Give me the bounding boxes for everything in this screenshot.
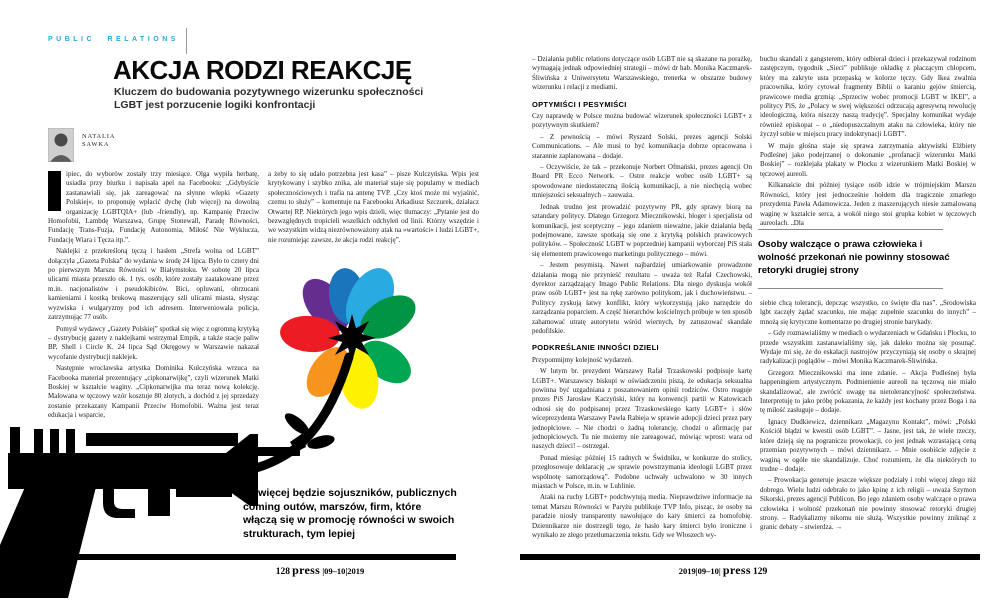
body-paragraph: Następnie wrocławska artystka Dominika Kulczyńska wrzuca na Facebooka materiał prezentujący „cipkonarwijkę”, czyli wizerunek Matki Boskiej w kształcie waginy. „Cipkonarwijka ma teraz nową kolekcję. Malowana w tęczowy wzór kosztuje 80 złotych, a dochód z jej sprzedaży zostanie przekazany Kampanii Przeciw Homofobii. Ważna jest teraz edukacja i wsparcie, [48,364,259,420]
body-paragraph: W lutym br. prezydent Warszawy Rafał Trzaskowski podpisuje kartę LGBT+. Warszawscy biskupi w oświadczeniu piszą, że edukacja seksualna powinna być uzgadniana z poszanowaniem opinii rodziców. Ostro reaguje prezes PiS Jarosław Kaczyński, który na konwencji partii w Katowicach odnosi się do podpisanej przez Trzaskowskiego karty LGBT+ i słów wiceprezydenta Warszawy Pawła Rabieja w sprawie adopcji dzieci przez pary jednopłciowe. – Nie chodzi o żadną tolerancję, chodzi o afirmację par jednopłciowych. Tu nie możemy nie zareagować, mówiąc wprost: wara od naszych dzieci! – ostrzegał. [532,367,752,451]
body-paragraph: buchu skandali z gangsterem, który odbierał dzieci i przekazywał rodzinom zastępczym, tygodnik „Sieci” publikuje okładkę z płaczącym chłopcem, który ma zakryte usta przepaską w kolorze tęczy. Gdy Ikea zwalnia pracownika, który cytował fragmenty Biblii o karaniu gejów śmiercią, prawicowe media grzmią: „Sprzeciw wobec promocji LGBT w IKEI”, a politycy PiS, że „Polacy w swej większości odrzucają agresywną rewolucję ideologiczną, która niszczy naszą tradycję”. Specjalny komunikat wydaje również episkopat – o „niedopuszczalnym ataku na człowieka, który nie życzył sobie w miejscu pracy indoktrynacji LGBT”. [760,55,976,139]
body-paragraph: siebie chcą tolerancji, depcząc wszystko, co święte dla nas”. „Środowiska lgbt zaczęły żądać szacunku, nie mając zupełnie szacunku do innych” – mnożą się krytyczne komentarze po drugiej stronie barykady. [760,299,976,326]
section-kicker: PUBLIC RELATIONS [48,36,179,43]
footer-bar-right [520,554,980,560]
page-number: 129 [752,567,768,577]
body-paragraph: – Z pewnością – mówi Ryszard Solski, prezes agencji Solski Communications. – Ale musi to być komunikacja dobrze opracowana i starannie zaplanowana – dodaje. [532,132,752,160]
issue-label: 2019|09–10| [678,566,721,576]
right-column-2-bottom [760,299,976,553]
gun-rear-sight [10,427,20,455]
magazine-logo: press [722,563,751,577]
body-paragraph: Ataki na ruchy LGBT+ podchwytują media. Nieprawdziwe informacje na temat Marszu Równości w Paryżu publikuje TVP Info, pisząc, że osoby na paradzie niosły transparenty nawołujące do kary śmierci za homofobię. Dziennikarze nie dostrzegli tego, że hasło kary śmierci było ironiczne i wynikało ze złego przetłumaczenia tekstu. Gdy we Włoszech wy- [532,493,752,540]
gun-receiver [8,453,234,489]
body-paragraph: Przypomnijmy kolejność wydarzeń. [532,355,633,364]
kicker-divider [186,28,187,54]
stem-leaf [282,410,313,438]
author-name [82,133,115,149]
quote-rule-bottom [758,288,943,289]
rainbow-flower [256,260,423,468]
quote-rule-top [758,229,943,230]
body-paragraph: Grzegorz Miecznikowski ma inne zdanie. – Akcja Podleśnej była happeningiem artystycznym. Podmienienie aureoli na tęczową nie miało skandalizować, ale zwrócić uwagę na nietolerancyjność społeczeństwa. Interpretuję to jako próbę pokazania, że każdy jest kochany przez Boga i na tę miłość zasługuje – dodaje. [760,368,976,415]
author-photo [48,128,74,162]
body-paragraph: Naklejki z przekreśloną tęczą i hasłem „Strefa wolna od LGBT” dołączyła „Gazeta Polska” do wydania w środę 24 lipca. Było to cztery dni po pierwszym Marszu Równości w Białymstoku. W sobotę 20 lipca ulicami miasta przeszło ok. 1 tys. osób, które zostały zaatakowane przez m.in. nacjonalistów i pseudokibiców. Bici, opluwani, obrzucani kamieniami i kostką brukową maszerujący szli ulicami miasta, słysząc wyzwiska i wulgaryzmy pod ich adresem. Interweniowała policja, zatrzymując 77 osób. [48,247,259,322]
gun-fin [50,429,59,455]
body-paragraph: ipiec, do wyborów zostały trzy miesiące. Olga wypiła herbatę, usiadła przy biurku i napisała apel na Facebooku: „Gdybyście zastanawiali się, jak zareagować na słynne wlepki »Gazety Polskiej«, to proponuję wpłacić dychę (lub więcej) na dowolną organizację LGBTQIA+ (lub -friendly), np. Kampanię Przeciw Homofobii, Lambdę Warszawa, Grupę Stonewall, Paradę Równości, Fundację Trans-Fuzja, Fundację Autonomia, Miłość Nie Wyklucza, Fundację Wiara i Tęcza itp.”. [48,170,259,244]
body-paragraph: – Prowokacja generuje jeszcze większe podziały i robi więcej złego niż dobrego. Wielu ludzi odebrało to jako kpinę z ich religii – uważa Szymon Sikorski, prezes agencji Publicon. Bo jego zdaniem osoby walczące o prawa człowieka i wolność przekonań nie powinny stosować retoryki drugiej strony. – Radykalizmy nikomu nie służą. Wszystkie powinny zniknąć z granic debaty – stwierdza. → [760,476,976,532]
gun-barrel-rod [258,447,300,456]
footer-bar-left [76,554,456,560]
column-heading: PODKREŚLANIE INNOŚCI DZIELI [532,343,659,353]
body-paragraph: Czy naprawdę w Polsce można budować wizerunek społeczności LGBT+ z pozytywnym skutkiem? [532,112,752,130]
body-paragraph: Kilkanaście dni później tysiące osób idzie w trójmiejskim Marszu Równości, który jest jednocześnie hołdem dla tragicznie zmarłego prezydenta Pawła Adamowicza. Jeden z maszerujących niesie zamalowaną waginę w kształcie serca, a wokół niego stoi grupka kobiet w tęczowych aureolach. „Dla [760,181,976,225]
body-paragraph: – Jestem pesymistą. Nawet najbardziej umiarkowanie prowadzone działania mogą nie przynieść rezultatu – uważa też Rafał Czechowski, dyrektor zarządzający Imago Public Relations. Dla niego dyskusja wokół praw osób LGBT+ jest na rękę zarówno politykom, jak i duchowieństwu. – Politycy zyskują łatwy konflikt, który wykorzystują jako narzędzie do zarządzania poparciem. A część hierarchów kościelnych próbuje w ten sposób zahamować utratę autorytetu wśród wiernych, by zatuszować skandale pedofilskie. [532,261,752,335]
gun-grip [0,487,96,598]
gun-top-rail [86,433,238,446]
body-paragraph: a żeby to się udało potrzebna jest kasa” – pisze Kulczyńska. Wpis jest krytykowany i szybko znika, ale materiał staje się popularny w mediach społecznościowych i trafia na antenę TVP. „Czy ktoś może mi wyjaśnić, czemu to służy” – komentuje na Facebooku Arkadiusz Szczurek, działacz Otwartej RP. Niektórych jego wpis dzieli, więc tłumaczy: „Pytanie jest do bezwzględnych tropicieli wszelkich odchyleń od linii. Którzy wszędzie i we wszystkim widzą niezrównoważony atak na »wartości« i ludzi LGBT+, nie rozumiejąc zawsze, że akcja rodzi reakcję”. [268,170,479,244]
body-paragraph: Jednak trudno jest prowadzić pozytywny PR, gdy sprawy biorą na sztandary politycy. Dlatego Grzegorz Miecznikowski, bloger i specjalista od komunikacji, jest sceptyczny – jego zdaniem nieważne, jakie działania będą podejmowane, zawsze spotkają się one z krytyką polskich prawicowych polityków. – Społeczność LGBT w poprzedniej kampanii wyborczej PiS stała się elementem prawicowego marketingu politycznego – mówi. [532,202,752,258]
body-paragraph: – Gdy rozmawialiśmy w mediach o wydarzeniach w Gdańsku i Płocku, to przede wszystkim zastanawialiśmy się, jak daleko można się posunąć. Wydaje mi się, że do eskalacji nastrojów przyczyniają się osoby o skrajnej radykalizacji poglądów – mówi Monika Kaczmarek-Śliwińska. [760,329,976,366]
gun-underbarrel [176,489,232,497]
footer-right [560,563,886,578]
author-first-name: NATALIA [82,133,116,140]
drop-cap [48,171,61,211]
gun-trigger-guard [103,489,135,518]
body-paragraph: Pomysł wydawcy „Gazety Polskiej” spotkał się więc z ogromną krytyką – dystrybucję gazety z naklejkami wstrzymał Empik, a także stacje paliw BP, Shell i Circle K. 24 lipca Sąd Okręgowy w Warszawie nakazał wycofanie dystrybucji naklejek. [48,324,259,361]
author-last-name: SAWKA [82,141,110,148]
body-paragraph: – Działania public relations dotyczące osób LGBT nie są skazane na porażkę, wymagają jednak odpowiedniej strategii – mówi dr hab. Monika Kaczmarek-Śliwińska z Uniwersytetu Warszawskiego, trenerka w obszarze budowy wizerunku i relacji z mediami. [532,55,752,92]
magazine-logo: press [292,563,321,577]
gun-fin [34,429,43,455]
right-column-2-top [760,55,976,225]
article-subtitle: Kluczem do budowania pozytywnego wizerunku społeczności LGBT jest porzucenie logiki konfrontacji [114,86,424,111]
body-paragraph: Ponad miesiąc później 15 radnych w Świdniku, w konkurze do stolicy, przegłosowuje deklarację „w sprawie powstrzymania ideologii LGBT przez wspólnotę samorządową”. Podobne uchwały uchwalono w 30 innych miastach w Polsce, m.in. w Lublinie. [532,453,752,491]
pull-quote-right: Osoby walczące o prawa człowieka i wolność przekonań nie powinny stosować retoryki drugiej strony [758,239,950,276]
footer-left [160,563,480,578]
gun-fin [66,429,75,455]
body-paragraph: Ignacy Dudkiewicz, dziennikarz „Magazynu Kontakt”, mówi: „Polski Kościół błądzi w kwestii osób LGBT”. – Jasne, jest tak, że wiele rzeczy, które dzieją się na pograniczu prowokacji, co jest jednak wzrastającą ceną przemian pozytywnych – mówi dziennikarz. – Mnie osobiście zdjęcie z waginą w ogóle nie skandalizuje. Choć rozumiem, że dla niektórych to trudne – dodaje. [760,417,976,473]
body-paragraph: – Oczywiście, że tak – przekonuje Norbert Ofmański, prezes agencji On Board PR Ecco Network. – Ostre reakcje wobec osób LGBT+ są spowodowane niedostateczną ilością komunikacji, a nie niechęcią wobec mniejszości seksualnych – zauważa. [532,163,752,200]
article-title: AKCJA RODZI REAKCJĘ [113,55,412,85]
issue-label: |09–10|2019 [322,566,365,576]
pull-quote-left: Im więcej będzie sojuszników, publicznych coming outów, marszów, firm, które włączą się w promocję równości w swoich strukturach, tym lepiej [243,487,457,540]
column-heading: OPTYMIŚCI I PESYMIŚCI [532,99,627,109]
page-number: 128 [275,567,291,577]
gun-foregrip [148,489,170,516]
right-column-1 [532,55,752,553]
body-paragraph: W maju głośna staje się sprawa zatrzymania aktywistki Elżbiety Podleśnej jako podejrzanej o dokonanie „profanacji wizerunku Matki Boskiej” – rozklejała plakaty w Płocku z wizerunkiem Matki Boskiej w tęczowej aureoli. [760,141,976,178]
